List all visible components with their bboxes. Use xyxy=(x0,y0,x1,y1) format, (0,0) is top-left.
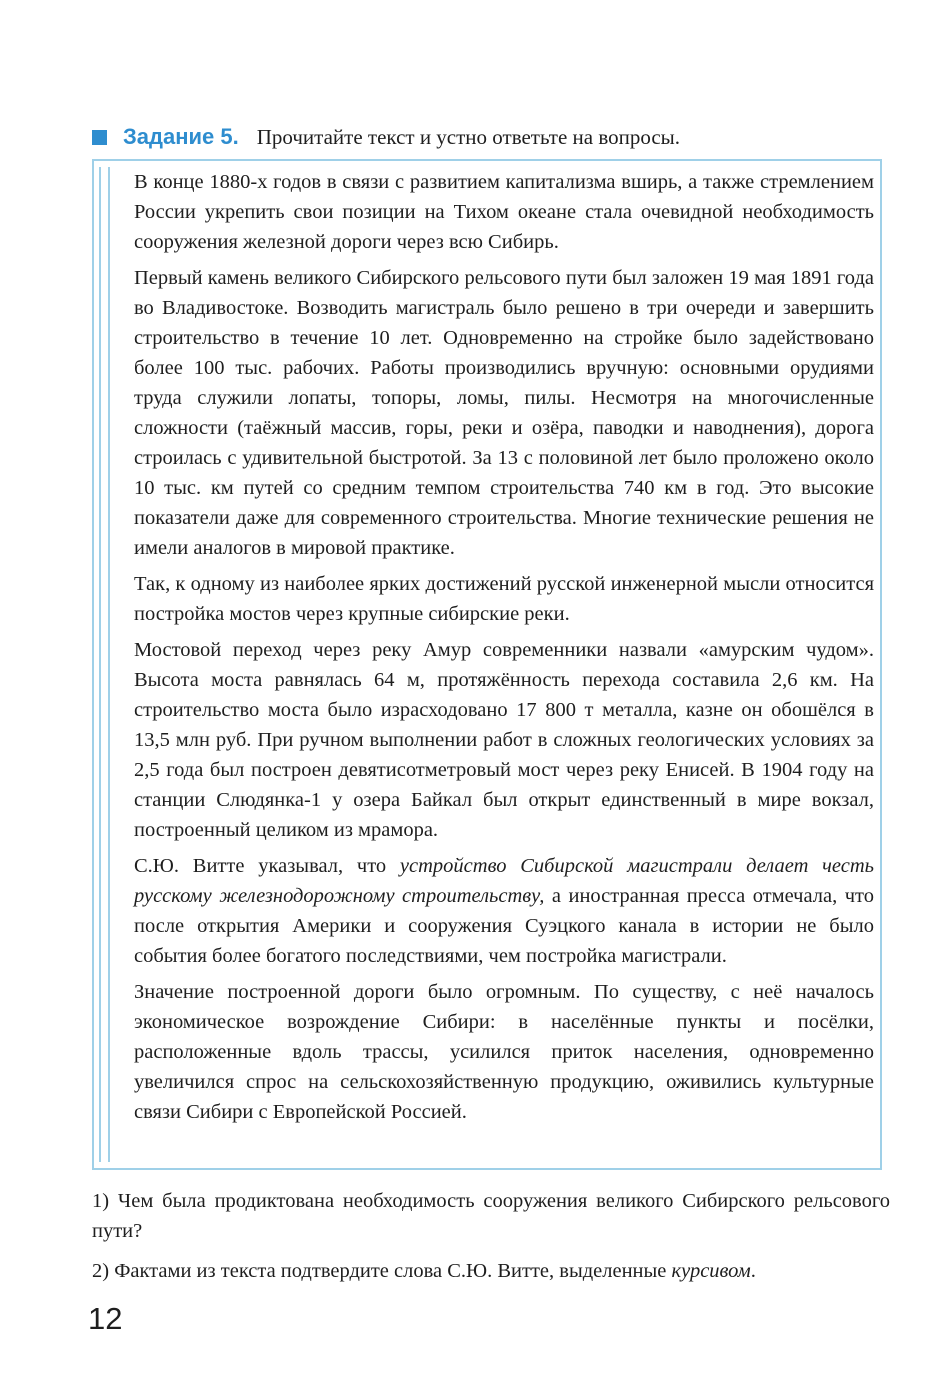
questions xyxy=(92,1186,890,1296)
paragraph-4: Мостовой переход через реку Амур современники назвали «амурским чудом». Высота моста равнялась 64 м, протяжённость перехода составила 2,6 км. На строительство моста было израсходовано 17 800 т металла, казне он обошёлся в 13,5 млн руб. При ручном выполнении работ в сложных геологических условиях за 2,5 года был построен девятисотметровый мост через реку Енисей. В 1904 году на станции Слюдянка-1 у озера Байкал был открыт единственный в мире вокзал, построенный целиком из мрамора. xyxy=(134,639,874,841)
question-2-italic: курсивом xyxy=(671,1260,751,1282)
paragraph-2: Первый камень великого Сибирского рельсового пути был заложен 19 мая 1891 года во Владивостоке. Возводить магистраль было решено в три очереди и завершить строительство в течение 10 лет. Одновременно на стройке было задействовано более 100 тыс. рабочих. Работы производились вручную: основными орудиями труда служили лопаты, топоры, ломы, пилы. Несмотря на многочисленные сложности (таёжный массив, горы, реки и озёра, паводки и наводнения), дорога строилась с удивительной быстротой. За 13 с половиной лет было проложено около 10 тыс. км путей со средним темпом строительства 740 км в год. Это высокие показатели даже для современного строительства. Многие технические решения не имели аналогов в мировой практике. xyxy=(134,267,874,559)
paragraph-6: Значение построенной дороги было огромным. По существу, с неё началось экономическое возрождение Сибири: в населённые пункты и посёлки, расположенные вдоль трассы, усилился приток населения, одновременно увеличился спрос на сельскохозяйственную продукцию, оживились культурные связи Сибири с Европейской Россией. xyxy=(134,981,874,1123)
page-number: 12 xyxy=(88,1301,123,1336)
task-label: Задание 5. xyxy=(123,124,239,149)
paragraph-3: Так, к одному из наиболее ярких достижений русской инженерной мысли относится постройка мостов через крупные сибирские реки. xyxy=(134,573,874,625)
decorative-square-border xyxy=(99,167,110,1162)
reading-text-box xyxy=(92,159,882,1170)
question-1: 1) Чем была продиктована необходимость сооружения великого Сибирского рельсового пути? xyxy=(92,1190,890,1242)
reading-text xyxy=(134,167,874,1133)
witte-quote-italic: устройство Сибирской магистрали делает честь русскому железнодорожному строительству, xyxy=(134,855,874,907)
question-2-start: 2) Фактами из текста подтвердите слова С.Ю. Витте, выделенные xyxy=(92,1260,672,1282)
paragraph-5 xyxy=(134,851,874,971)
paragraph-5-start: С.Ю. Витте указывал, что xyxy=(134,855,400,877)
question-2-end: . xyxy=(750,1260,756,1282)
task-header xyxy=(92,124,680,150)
task-instruction: Прочитайте текст и устно ответьте на вопросы. xyxy=(256,125,681,149)
task-marker-square-icon xyxy=(92,130,107,145)
question-2 xyxy=(92,1256,890,1286)
paragraph-5-end: а иностранная пресса отмечала, что после открытия Америки и сооружения Суэцкого канала в истории не было события более богатого последствиями, чем постройка магистрали. xyxy=(134,885,874,967)
paragraph-1: В конце 1880-х годов в связи с развитием капитализма вширь, а также стремлением России укрепить свои позиции на Тихом океане стала очевидной необходимость сооружения железной дороги через всю Сибирь. xyxy=(134,171,874,253)
